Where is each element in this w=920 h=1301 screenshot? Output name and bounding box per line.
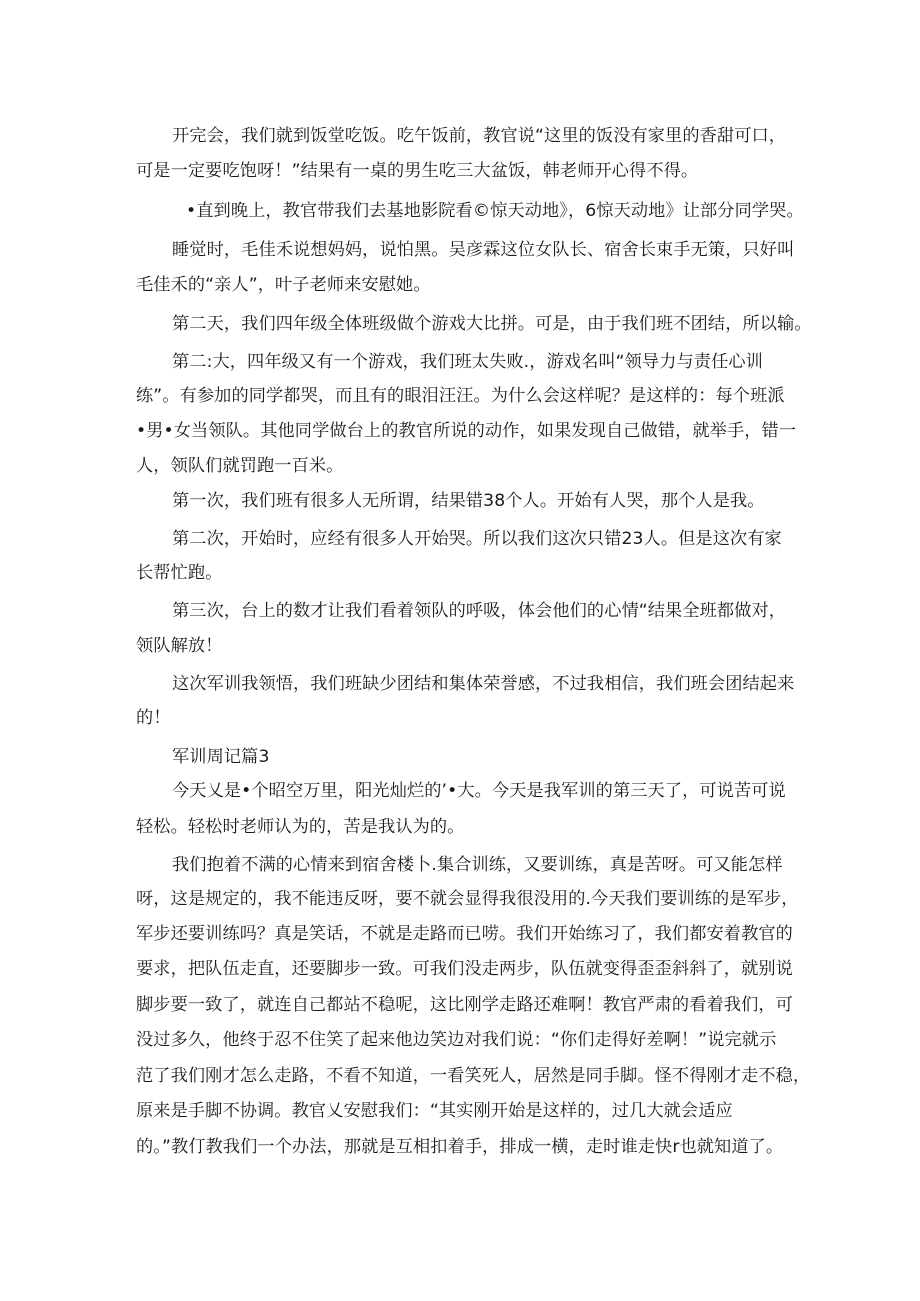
text-line: •男•女当领队。其他同学做台上的教官所说的动作，如果发现自己做错，就举手，错一 (136, 421, 797, 441)
text-line: 第三次，台上的数才让我们看着领队的呼吸，体会他们的心情“结果全班都做对， (172, 601, 787, 621)
text-line: 长帮忙跑。 (136, 563, 223, 583)
text-line: 的！ (136, 708, 171, 728)
text-line: 军步还要训练吗？真是笑话，不就是走路而已唠。我们开始练习了，我们都安着教官的 (136, 924, 793, 944)
text-line: 可是一定要吃饱呀！”结果有一桌的男生吃三大盆饭，韩老师开心得不得。 (136, 161, 699, 181)
text-line: 第二次，开始时，应经有很多人开始哭。所以我们这次只错23人。但是这次有家 (172, 529, 782, 549)
text-line: 睡觉时，毛佳禾说想妈妈，说怕黑。吴彦霖这位女队长、宿舍长束手无策，只好叫 (172, 240, 795, 260)
text-line: 练”。有参加的同学都哭，而且有的眼泪汪汪。为什么会这样呢？是这样的：每个班派 (136, 386, 785, 406)
text-line: 的。”教仃教我们一个办法，那就是互相扣着手，排成一横，走时谁走快r也就知道了。 (136, 1137, 784, 1157)
text-line: 轻松。轻松时老师认为的，苦是我认为的。 (136, 817, 465, 837)
text-line: 呀，这是规定的，我不能违反呀，要不就会显得我很没用的.今天我们要训练的是军步， (136, 889, 799, 909)
text-line: 领队解放！ (136, 636, 223, 656)
text-line: •直到晚上，教官带我们去基地影院看©惊天动地》，6惊天动地》让部分同学哭。 (186, 201, 804, 221)
text-line: 今天乂是•个昭空万里，阳光灿烂的’•大。今天是我军训的第三天了，可说苦可说 (172, 781, 786, 801)
text-line: 要求，把队伍走直，还要脚步一致。可我们没走两步，队伍就变得歪歪斜斜了，就别说 (136, 959, 793, 979)
text-line: 这次军训我领悟，我们班缺少团结和集体荣誉感，不过我相信，我们班会团结起来 (172, 674, 795, 694)
text-line: 范了我们刚才怎么走路，不看不知道，一看笑死人，居然是同手脚。怪不得刚才走不稳， (136, 1066, 811, 1086)
section-heading: 军训周记篇3 (172, 747, 270, 767)
text-line: 我们抱着不满的心情来到宿舍楼卜.集合训练，又要训练，真是苦呀。可又能怎样 (172, 855, 783, 875)
text-line: 没过多久，他终于忍不住笑了起来他边笑边对我们说：“你们走得好差啊！”说完就示 (136, 1030, 777, 1050)
text-line: 第二:大，四年级又有一个游戏，我们班太失败.，游戏名叫“领导力与责任心训 (172, 352, 763, 372)
text-line: 第二天，我们四年级全体班级做个游戏大比拼。可是，由于我们班不团结，所以输。 (172, 314, 812, 334)
text-line: 毛佳禾的“亲人”，叶子老师来安慰她。 (136, 275, 431, 295)
text-line: 人，领队们就罚跑一百米。 (136, 456, 344, 476)
text-line: 开完会，我们就到饭堂吃饭。吃午饭前，教官说“这里的饭没有家里的香甜可口， (172, 126, 787, 146)
text-line: 脚步要一致了，就连自己都站不稳呢，这比刚学走路还难啊！教官严肃的看着我们，可 (136, 995, 793, 1015)
text-line: 原来是手脚不协调。教官乂安慰我们：“其实刚开始是这样的，过几大就会适应 (136, 1101, 733, 1121)
text-line: 第一次，我们班有很多人无所谓，结果错38个人。开始有人哭，那个人是我。 (172, 491, 765, 511)
